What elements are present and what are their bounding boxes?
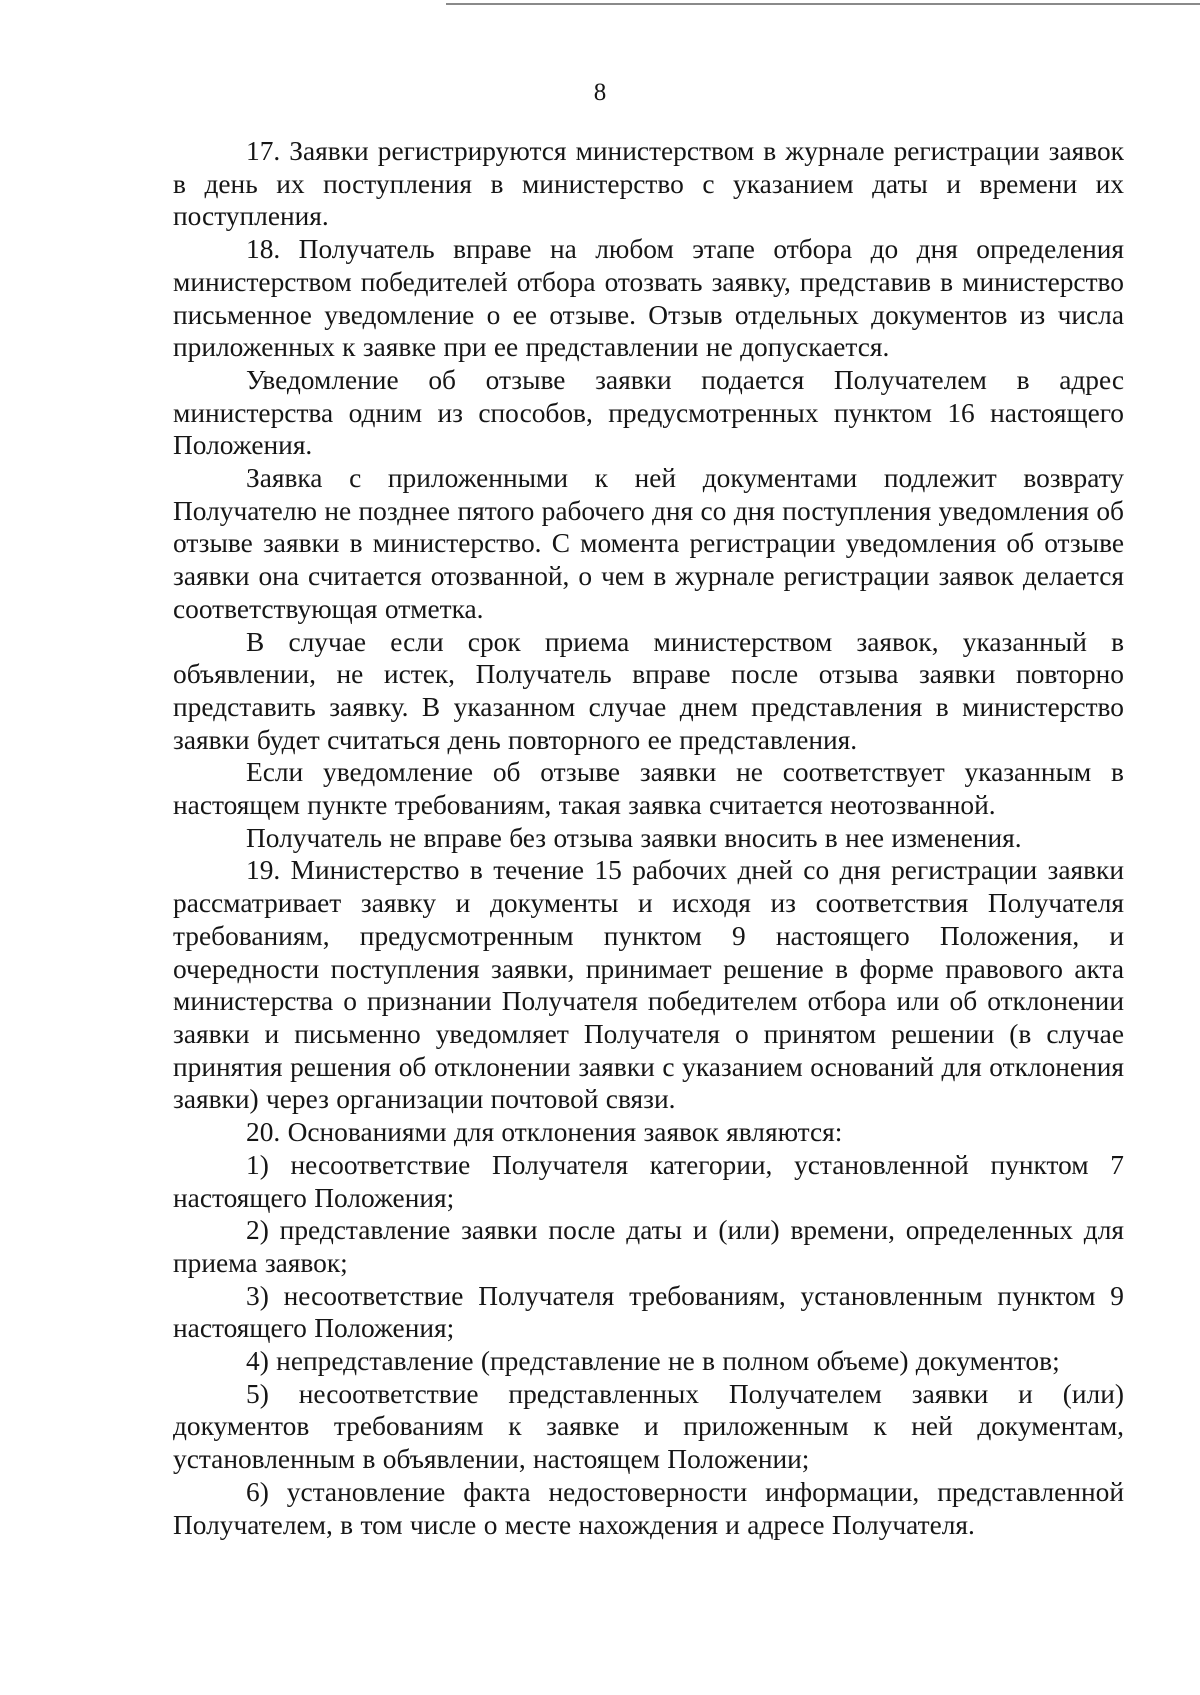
paragraph-18-resubmit: В случае если срок приема министерством заявок, указанный в объявлении, не истек, Получатель вправе после отзыва заявки повторно представить заявку. В указанном случае днем представления в министерство заявки будет считаться день повторного ее представления. [173, 626, 1124, 755]
paragraph-18-no-changes: Получатель не вправе без отзыва заявки вносить в нее изменения. [246, 822, 1022, 853]
list-item-1: 1) несоответствие Получателя категории, установленной пунктом 7 настоящего Положения; [173, 1149, 1124, 1213]
paragraph-20: 20. Основаниями для отклонения заявок являются: [246, 1117, 843, 1148]
paragraph-18-return: Заявка с приложенными к ней документами подлежит возврату Получателю не позднее пятого рабочего дня со дня поступления уведомления об отзыве заявки в министерство. С момента регистрации уведомления об отзыве заявки она считается отозванной, о чем в журнале регистрации заявок делается соответствующая отметка. [173, 463, 1124, 624]
list-item-5: 5) несоответствие представленных Получателем заявки и (или) документов требованиям к заявке и приложенным к ней документам, установленным в объявлении, настоящем Положении; [173, 1378, 1124, 1475]
page-number: 8 [593, 79, 607, 106]
paragraph-17: 17. Заявки регистрируются министерством в журнале регистрации заявок в день их поступления в министерство с указанием даты и времени их поступления. [173, 136, 1124, 232]
list-item-2: 2) представление заявки после даты и (или) времени, определенных для приема заявок; [173, 1215, 1124, 1278]
paragraph-19: 19. Министерство в течение 15 рабочих дней со дня регистрации заявки рассматривает заявку и документы и исходя из соответствия Получателя требованиям, предусмотренным пунктом 9 настоящего Положения, и очередности поступления заявки, принимает решение в форме правового акта министерства о признании Получателя победителем отбора или об отклонении заявки и письменно уведомляет Получателя о принятом решении (в случае принятия решения об отклонении заявки с указанием оснований для отклонения заявки) через организации почтовой связи. [173, 855, 1124, 1115]
top-scan-rule [446, 3, 1200, 5]
list-item-3: 3) несоответствие Получателя требованиям, установленным пунктом 9 настоящего Положения; [173, 1280, 1124, 1344]
document-body [173, 135, 1124, 1541]
paragraph-18: 18. Получатель вправе на любом этапе отбора до дня определения министерством победителей отбора отозвать заявку, представив в министерство письменное уведомление о ее отзыве. Отзыв отдельных документов из числа приложенных к заявке при ее представлении не допускается. [173, 234, 1124, 363]
list-item-4: 4) непредставление (представление не в полном объеме) документов; [246, 1346, 1060, 1377]
paragraph-18-nonconforming: Если уведомление об отзыве заявки не соответствует указанным в настоящем пункте требованиям, такая заявка считается неотозванной. [173, 757, 1124, 821]
paragraph-18-notice: Уведомление об отзыве заявки подается Получателем в адрес министерства одним из способов, предусмотренных пунктом 16 настоящего Положения. [173, 364, 1124, 461]
list-item-6: 6) установление факта недостоверности информации, представленной Получателем, в том числе о месте нахождения и адресе Получателя. [173, 1476, 1124, 1540]
